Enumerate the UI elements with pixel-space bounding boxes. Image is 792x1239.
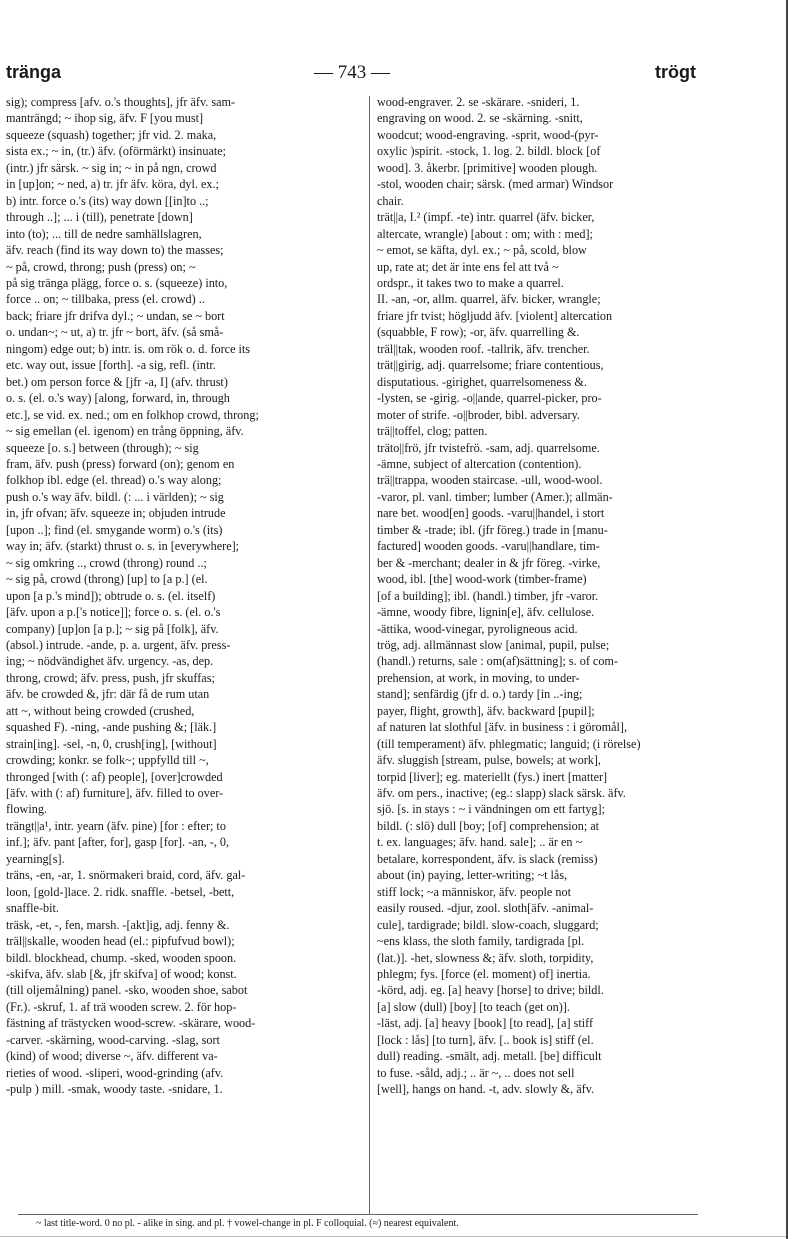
- entry-line: (intr.) jfr särsk. ~ sig in; ~ in på ngn, crowd: [6, 160, 217, 175]
- entry-line: -lysten, se -girig. -o||ande, quarrel-picker, pro-: [377, 391, 602, 406]
- entry-line: dull) reading. -smält, adj. metall. [be] difficult: [377, 1049, 602, 1064]
- entry-line: bildl. (: slö) dull [boy; [of] comprehension; at: [377, 818, 600, 833]
- entry-line: stiff lock; ~a människor, äfv. people not: [377, 884, 571, 899]
- entry-line: timber & -trade; ibl. (jfr föreg.) trade in [manu-: [377, 522, 608, 537]
- entry-line: in, jfr ofvan; äfv. squeeze in; objuden intrude: [6, 506, 226, 521]
- entry-line: yearning[s].: [6, 851, 65, 866]
- entry-line: engraving on wood. 2. se -skärning. -snitt,: [377, 111, 583, 126]
- entry-line: throng, crowd; äfv. press, push, jfr skuffas;: [6, 670, 215, 685]
- entry-line: sjö. [s. in stays : ~ i vändningen om ett fartyg];: [377, 802, 605, 817]
- header-last-word: trögt: [655, 62, 696, 82]
- entry-line: chair.: [377, 193, 404, 208]
- entry-line: ~ sig emellan (el. igenom) en trång öppning, äfv.: [6, 424, 244, 439]
- entry-line: träns, -en, -ar, 1. snörmakeri braid, cord, äfv. gal-: [6, 868, 246, 883]
- entry-line: wood]. 3. åkerbr. [primitive] wooden plough.: [377, 160, 598, 175]
- entry-line: prehension, at work, in moving, to under-: [377, 670, 580, 685]
- entry-line: torpid [liver]; eg. materiellt (fys.) inert [matter]: [377, 769, 608, 784]
- entry-line: ~ens klass, the sloth family, tardigrada [pl.: [377, 934, 585, 949]
- entry-line: squashed F). -ning, -ande pushing &; [läk.]: [6, 720, 217, 735]
- entry-line: [of a building]; ibl. (handl.) timber, jfr -varor.: [377, 588, 599, 603]
- entry-line: (kind) of wood; diverse ~, äfv. different va-: [6, 1049, 218, 1064]
- entry-line: träto||frö, jfr tvistefrö. -sam, adj. quarrelsome.: [377, 440, 600, 455]
- entry-line: ing; ~ nödvändighet äfv. urgency. -as, dep.: [6, 654, 214, 669]
- entry-line: träl||tak, wooden roof. -tallrik, äfv. trencher.: [377, 341, 590, 356]
- entry-line: upon [a p.'s mind]); obtrude o. s. (el. itself): [6, 588, 216, 603]
- entry-line: push o.'s way äfv. bildl. (: ... i världen); ~ sig: [6, 489, 224, 504]
- entry-line: trät||girig, adj. quarrelsome; friare contentious,: [377, 358, 604, 373]
- entry-line: etc.], se vid. ex. ned.; om en folkhop crowd, throng;: [6, 407, 259, 422]
- entry-line: factured] wooden goods. -varu||handlare, tim-: [377, 539, 600, 554]
- entry-line: bet.) om person force & [jfr -a, I] (afv. thrust): [6, 374, 228, 389]
- entry-line: o. s. (el. o.'s way) [along, forward, in, through: [6, 391, 230, 406]
- entry-line: in [up]on; ~ ned, a) tr. jfr äfv. köra, dyl. ex.;: [6, 177, 219, 192]
- entry-line: -ämne, woody fibre, lignin[e], äfv. cellulose.: [377, 605, 595, 620]
- footer-rule: [18, 1214, 698, 1215]
- entry-line: [äfv. upon a p.['s notice]]; force o. s. (el. o.'s: [6, 605, 221, 620]
- entry-line: -skifva, äfv. slab [&, jfr skifva] of wood; konst.: [6, 967, 237, 982]
- entry-line: easily roused. -djur, zool. sloth[äfv. -animal-: [377, 901, 594, 916]
- entry-line: company) [up]on [a p.]; ~ sig på [folk], äfv.: [6, 621, 219, 636]
- entry-line: ningom) edge out; b) intr. is. om rök o. d. force its: [6, 341, 251, 356]
- entry-line: ordspr., it takes two to make a quarrel.: [377, 275, 564, 290]
- entry-line: II. -an, -or, allm. quarrel, äfv. bicker, wrangle;: [377, 292, 601, 307]
- entry-line: äfv. sluggish [stream, pulse, bowels; at work],: [377, 753, 601, 768]
- entry-line: woodcut; wood-engraving. -sprit, wood-(pyr-: [377, 127, 599, 142]
- left-column: [6, 94, 362, 1214]
- entry-line: äfv. be crowded &, jfr: där få de rum utan: [6, 687, 210, 702]
- page-number: — 743 —: [314, 62, 390, 83]
- entry-line: cule], tardigrade; bildl. slow-coach, sluggard;: [377, 917, 599, 932]
- entry-line: squeeze (squash) together; jfr vid. 2. maka,: [6, 127, 217, 142]
- entry-line: ~ sig omkring .., crowd (throng) round ..;: [6, 555, 207, 570]
- entry-line: -ämne, subject of altercation (contention).: [377, 456, 582, 471]
- entry-line: trög, adj. allmännast slow [animal, pupil, pulse;: [377, 637, 610, 652]
- entry-line: trängt||a¹, intr. yearn (äfv. pine) [for : efter; to: [6, 818, 226, 833]
- entry-line: strain[ing]. -sel, -n, 0, crush[ing], [without]: [6, 736, 217, 751]
- entry-line: folkhop ibl. edge (el. thread) o.'s way along;: [6, 473, 222, 488]
- entry-line: force .. on; ~ tillbaka, press (el. crowd) ..: [6, 292, 205, 307]
- entry-line: t. ex. languages; äfv. hand. sale]; .. är en ~: [377, 835, 583, 850]
- entry-line: ber & -merchant; dealer in & jfr föreg. -virke,: [377, 555, 601, 570]
- entry-line: af naturen lat slothful [äfv. in business : i göromål],: [377, 720, 628, 735]
- header-first-word: tränga: [6, 62, 62, 82]
- entry-line: o. undan~; ~ ut, a) tr. jfr ~ bort, äfv. (så små-: [6, 325, 224, 340]
- footer-legend: ~ last title-word. 0 no pl. - alike in sing. and pl. † vowel-change in pl. F colloquial. (≈) nearest equivalent.: [36, 1218, 459, 1229]
- entry-line: into (to); ... till de nedre samhällslagren,: [6, 226, 202, 241]
- entry-line: way in; äfv. (starkt) thrust o. s. in [everywhere];: [6, 539, 240, 554]
- entry-line: payer, flight, growth], äfv. backward [pupil];: [377, 703, 595, 718]
- entry-line: friare jfr tvist; högljudd äfv. [violent] altercation: [377, 308, 613, 323]
- entry-line: [upon ..]; find (el. smygande worm) o.'s (its): [6, 522, 223, 537]
- entry-line: (handl.) returns, sale : om(af)sättning]; s. of com-: [377, 654, 618, 669]
- entry-line: trä||trappa, wooden staircase. -ull, wood-wool.: [377, 473, 603, 488]
- entry-line: sig); compress [afv. o.'s thoughts], jfr äfv. sam-: [6, 95, 236, 109]
- bottom-edge-line: [0, 1236, 786, 1237]
- entry-line: träl||skalle, wooden head (el.: pipfufvud bowl);: [6, 934, 235, 949]
- entry-line: -carver. -skärning, wood-carving. -slag, sort: [6, 1032, 220, 1047]
- entry-line: (lat.)]. -het, slowness &; äfv. sloth, torpidity,: [377, 950, 594, 965]
- entry-line: b) intr. force o.'s (its) way down [[in]to ..;: [6, 193, 209, 208]
- entry-line: thronged [with (: af) people], [over]crowded: [6, 769, 223, 784]
- entry-line: snaffle-bit.: [6, 901, 59, 916]
- entry-line: [lock : lås] [to turn], äfv. [.. book is] stiff (el.: [377, 1032, 594, 1047]
- entry-line: [äfv. with (: af) furniture], äfv. filled to over-: [6, 786, 224, 801]
- entry-line: trä||toffel, clog; patten.: [377, 424, 488, 439]
- entry-line: loon, [gold-]lace. 2. ridk. snaffle. -betsel, -bett,: [6, 884, 235, 899]
- entry-line: back; friare jfr drifva dyl.; ~ undan, se ~ bort: [6, 308, 225, 323]
- entry-line: äfv. om pers., inactive; (eg.: slapp) slack särsk. äfv.: [377, 786, 626, 801]
- entry-line: ~ emot, se käfta, dyl. ex.; ~ på, scold, blow: [377, 243, 587, 258]
- entry-line: trät||a, I.² (impf. -te) intr. quarrel (äfv. bicker,: [377, 210, 595, 225]
- entry-line: crowding; konkr. se folk~; uppfylld till ~,: [6, 753, 209, 768]
- entry-line: through ..]; ... i (till), penetrate [down]: [6, 210, 193, 225]
- entry-line: (Fr.). -skruf, 1. af trä wooden screw. 2. för hop-: [6, 999, 237, 1014]
- entry-line: nare bet. wood[en] goods. -varu||handel, i stort: [377, 506, 605, 521]
- entry-line: to fuse. -såld, adj.; .. är ~, .. does not sell: [377, 1065, 575, 1080]
- right-column: [377, 94, 733, 1214]
- entry-line: squeeze [o. s.] between (through); ~ sig: [6, 440, 199, 455]
- entry-line: inf.]; äfv. pant [after, for], gasp [for]. -an, -, 0,: [6, 835, 230, 850]
- entry-line: -stol, wooden chair; särsk. (med armar) Windsor: [377, 177, 614, 192]
- entry-line: rieties of wood. -sliperi, wood-grinding (afv.: [6, 1065, 224, 1080]
- entry-line: wood-engraver. 2. se -skärare. -snideri, 1.: [377, 95, 580, 109]
- entry-line: träsk, -et, -, fen, marsh. -[akt]ig, adj. fenny &.: [6, 917, 230, 932]
- entry-line: på sig tränga plägg, force o. s. (squeeze) into,: [6, 275, 228, 290]
- entry-line: betalare, korrespondent, äfv. is slack (remiss): [377, 851, 598, 866]
- entry-line: -pulp ) mill. -smak, woody taste. -snidare, 1.: [6, 1082, 223, 1097]
- running-header: [6, 58, 696, 88]
- entry-line: etc. way out, issue [forth]. -a sig, refl. (intr.: [6, 358, 216, 373]
- entry-line: wood, ibl. [the] wood-work (timber-frame): [377, 572, 587, 587]
- entry-line: up, rate at; det är inte ens fel att två ~: [377, 259, 559, 274]
- entry-line: -ättika, wood-vinegar, pyroligneous acid.: [377, 621, 578, 636]
- entry-line: stand]; senfärdig (jfr d. o.) tardy [in ..-ing;: [377, 687, 583, 702]
- entry-line: att ~, without being crowded (crushed,: [6, 703, 195, 718]
- entry-line: about (in) paying, letter-writing; ~t lås,: [377, 868, 568, 883]
- entry-line: manträngd; ~ ihop sig, äfv. F [you must]: [6, 111, 204, 126]
- entry-line: moter of strife. -o||broder, bibl. adversary.: [377, 407, 580, 422]
- entry-line: (absol.) intrude. -ande, p. a. urgent, äfv. press-: [6, 637, 231, 652]
- entry-line: sista ex.; ~ in, (tr.) äfv. (oförmärkt) insinuate;: [6, 144, 227, 159]
- entry-line: [a] slow (dull) [boy] [to teach (get on)].: [377, 999, 570, 1014]
- entry-line: phlegm; fys. [force (el. moment) of] inertia.: [377, 967, 591, 982]
- entry-line: fästning af trästycken wood-screw. -skärare, wood-: [6, 1016, 256, 1031]
- entry-line: bildl. blockhead, chump. -sked, wooden spoon.: [6, 950, 237, 965]
- entry-line: äfv. reach (find its way down to) the masses;: [6, 243, 224, 258]
- entry-line: ~ på, crowd, throng; push (press) on; ~: [6, 259, 196, 274]
- entry-line: oxylic )spirit. -stock, 1. log. 2. bildl. block [of: [377, 144, 601, 159]
- entry-line: (till temperament) äfv. phlegmatic; languid; (i rörelse): [377, 736, 641, 751]
- entry-line: disputatious. -girighet, quarrelsomeness &.: [377, 374, 587, 389]
- entry-line: -läst, adj. [a] heavy [book] [to read], [a] stiff: [377, 1016, 594, 1031]
- page-edge-rule: [786, 0, 788, 1239]
- entry-line: ~ sig på, crowd (throng) [up] to [a p.] (el.: [6, 572, 208, 587]
- entry-line: -körd, adj. eg. [a] heavy [horse] to drive; bildl.: [377, 983, 604, 998]
- entry-line: -varor, pl. vanl. timber; lumber (Amer.); allmän-: [377, 489, 613, 504]
- entry-line: flowing.: [6, 802, 47, 817]
- entry-line: fram, äfv. push (press) forward (on); genom en: [6, 456, 235, 471]
- entry-line: (squabble, F row); -or, äfv. quarrelling &.: [377, 325, 580, 340]
- column-divider: [369, 96, 370, 1214]
- entry-line: altercate, wrangle) [about : om; with : med];: [377, 226, 593, 241]
- entry-line: (till oljemålning) panel. -sko, wooden shoe, sabot: [6, 983, 248, 998]
- entry-line: [well], hangs on hand. -t, adv. slowly &, äfv.: [377, 1082, 595, 1097]
